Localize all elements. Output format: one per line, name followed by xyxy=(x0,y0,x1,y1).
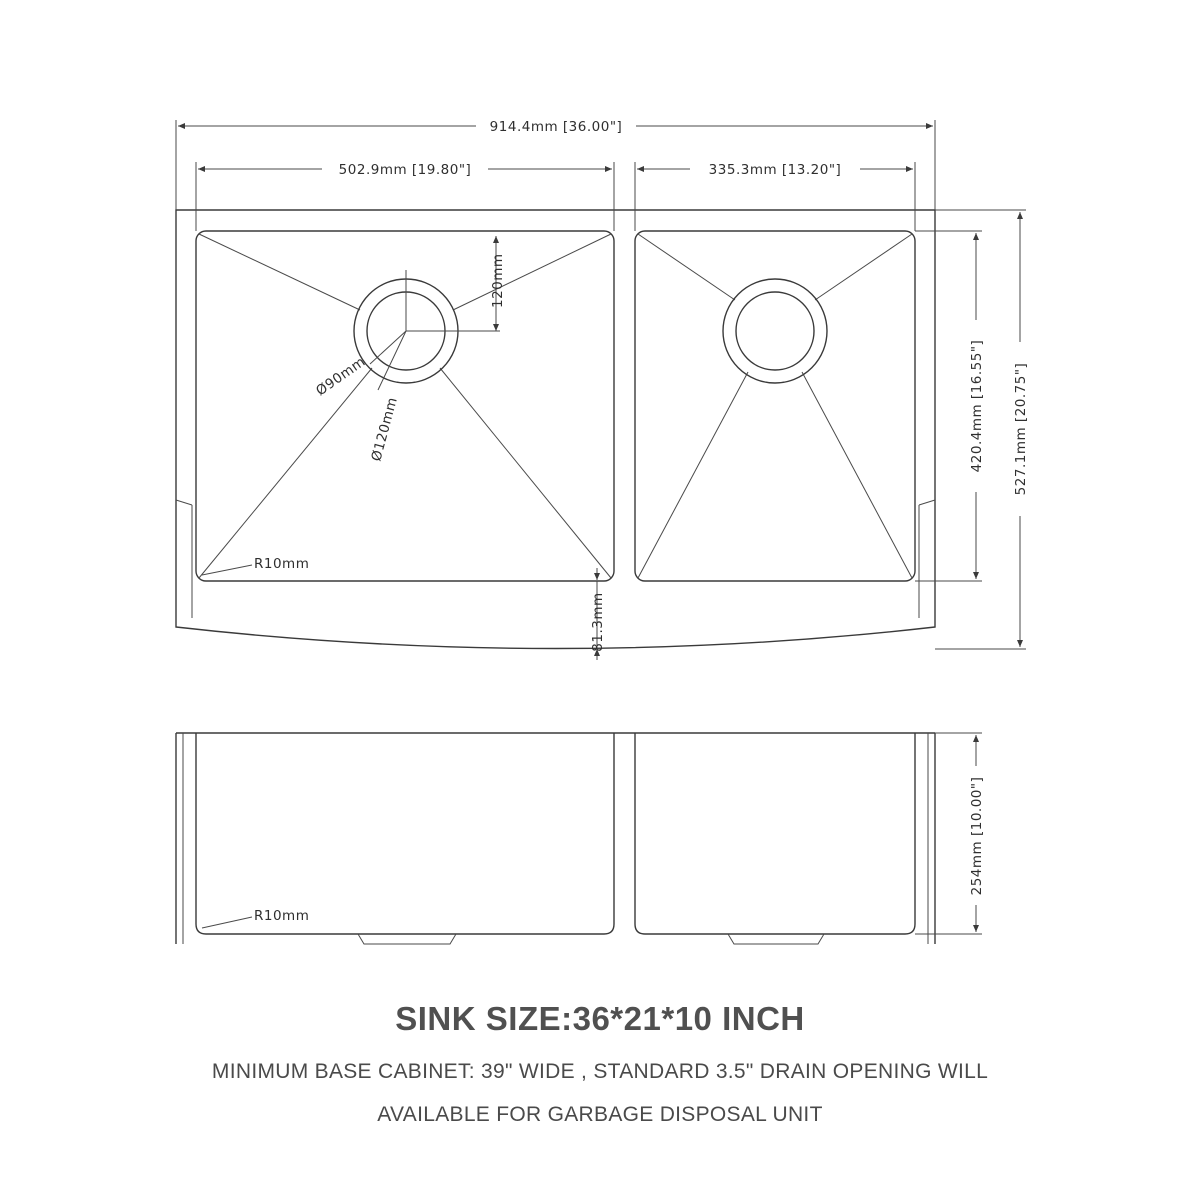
corner-radius-side-label: R10mm xyxy=(254,908,310,924)
right-bowl-slope-lines xyxy=(638,234,912,578)
right-bowl-section xyxy=(635,733,915,934)
front-view xyxy=(176,733,985,944)
drain-offset-label: 120mm xyxy=(490,253,506,308)
right-bowl-width-label: 335.3mm [13.20"] xyxy=(708,162,842,178)
left-bowl xyxy=(196,231,614,581)
right-bowl xyxy=(635,231,915,581)
sink-size-title: SINK SIZE:36*21*10 INCH xyxy=(395,1000,805,1037)
corner-radius-top-label: R10mm xyxy=(254,556,310,572)
overall-length-label: 527.1mm [20.75"] xyxy=(1013,362,1029,496)
drain-inner-diameter-label: Ø90mm xyxy=(313,353,369,400)
top-view xyxy=(176,119,1029,660)
cabinet-note-line-2: AVAILABLE FOR GARBAGE DISPOSAL UNIT xyxy=(377,1103,823,1126)
drain-outer-diameter-label: Ø120mm xyxy=(368,395,401,464)
apron-depth-label: 81.3mm xyxy=(590,592,606,652)
left-bowl-section xyxy=(196,733,614,934)
right-drain-outer xyxy=(723,279,827,383)
overall-width-label: 914.4mm [36.00"] xyxy=(489,119,623,135)
cabinet-note-line-1: MINIMUM BASE CABINET: 39" WIDE , STANDARD 3.5" DRAIN OPENING WILL xyxy=(211,1060,989,1083)
sink-outline-top xyxy=(176,210,935,652)
bowl-length-label: 420.4mm [16.55"] xyxy=(969,339,985,473)
right-drain-flange xyxy=(728,934,824,944)
left-drain-flange xyxy=(358,934,456,944)
right-drain-inner xyxy=(736,292,814,370)
bowl-depth-label: 254mm [10.00"] xyxy=(969,776,985,896)
left-bowl-slope-lines xyxy=(199,234,611,578)
left-bowl-width-label: 502.9mm [19.80"] xyxy=(338,162,472,178)
